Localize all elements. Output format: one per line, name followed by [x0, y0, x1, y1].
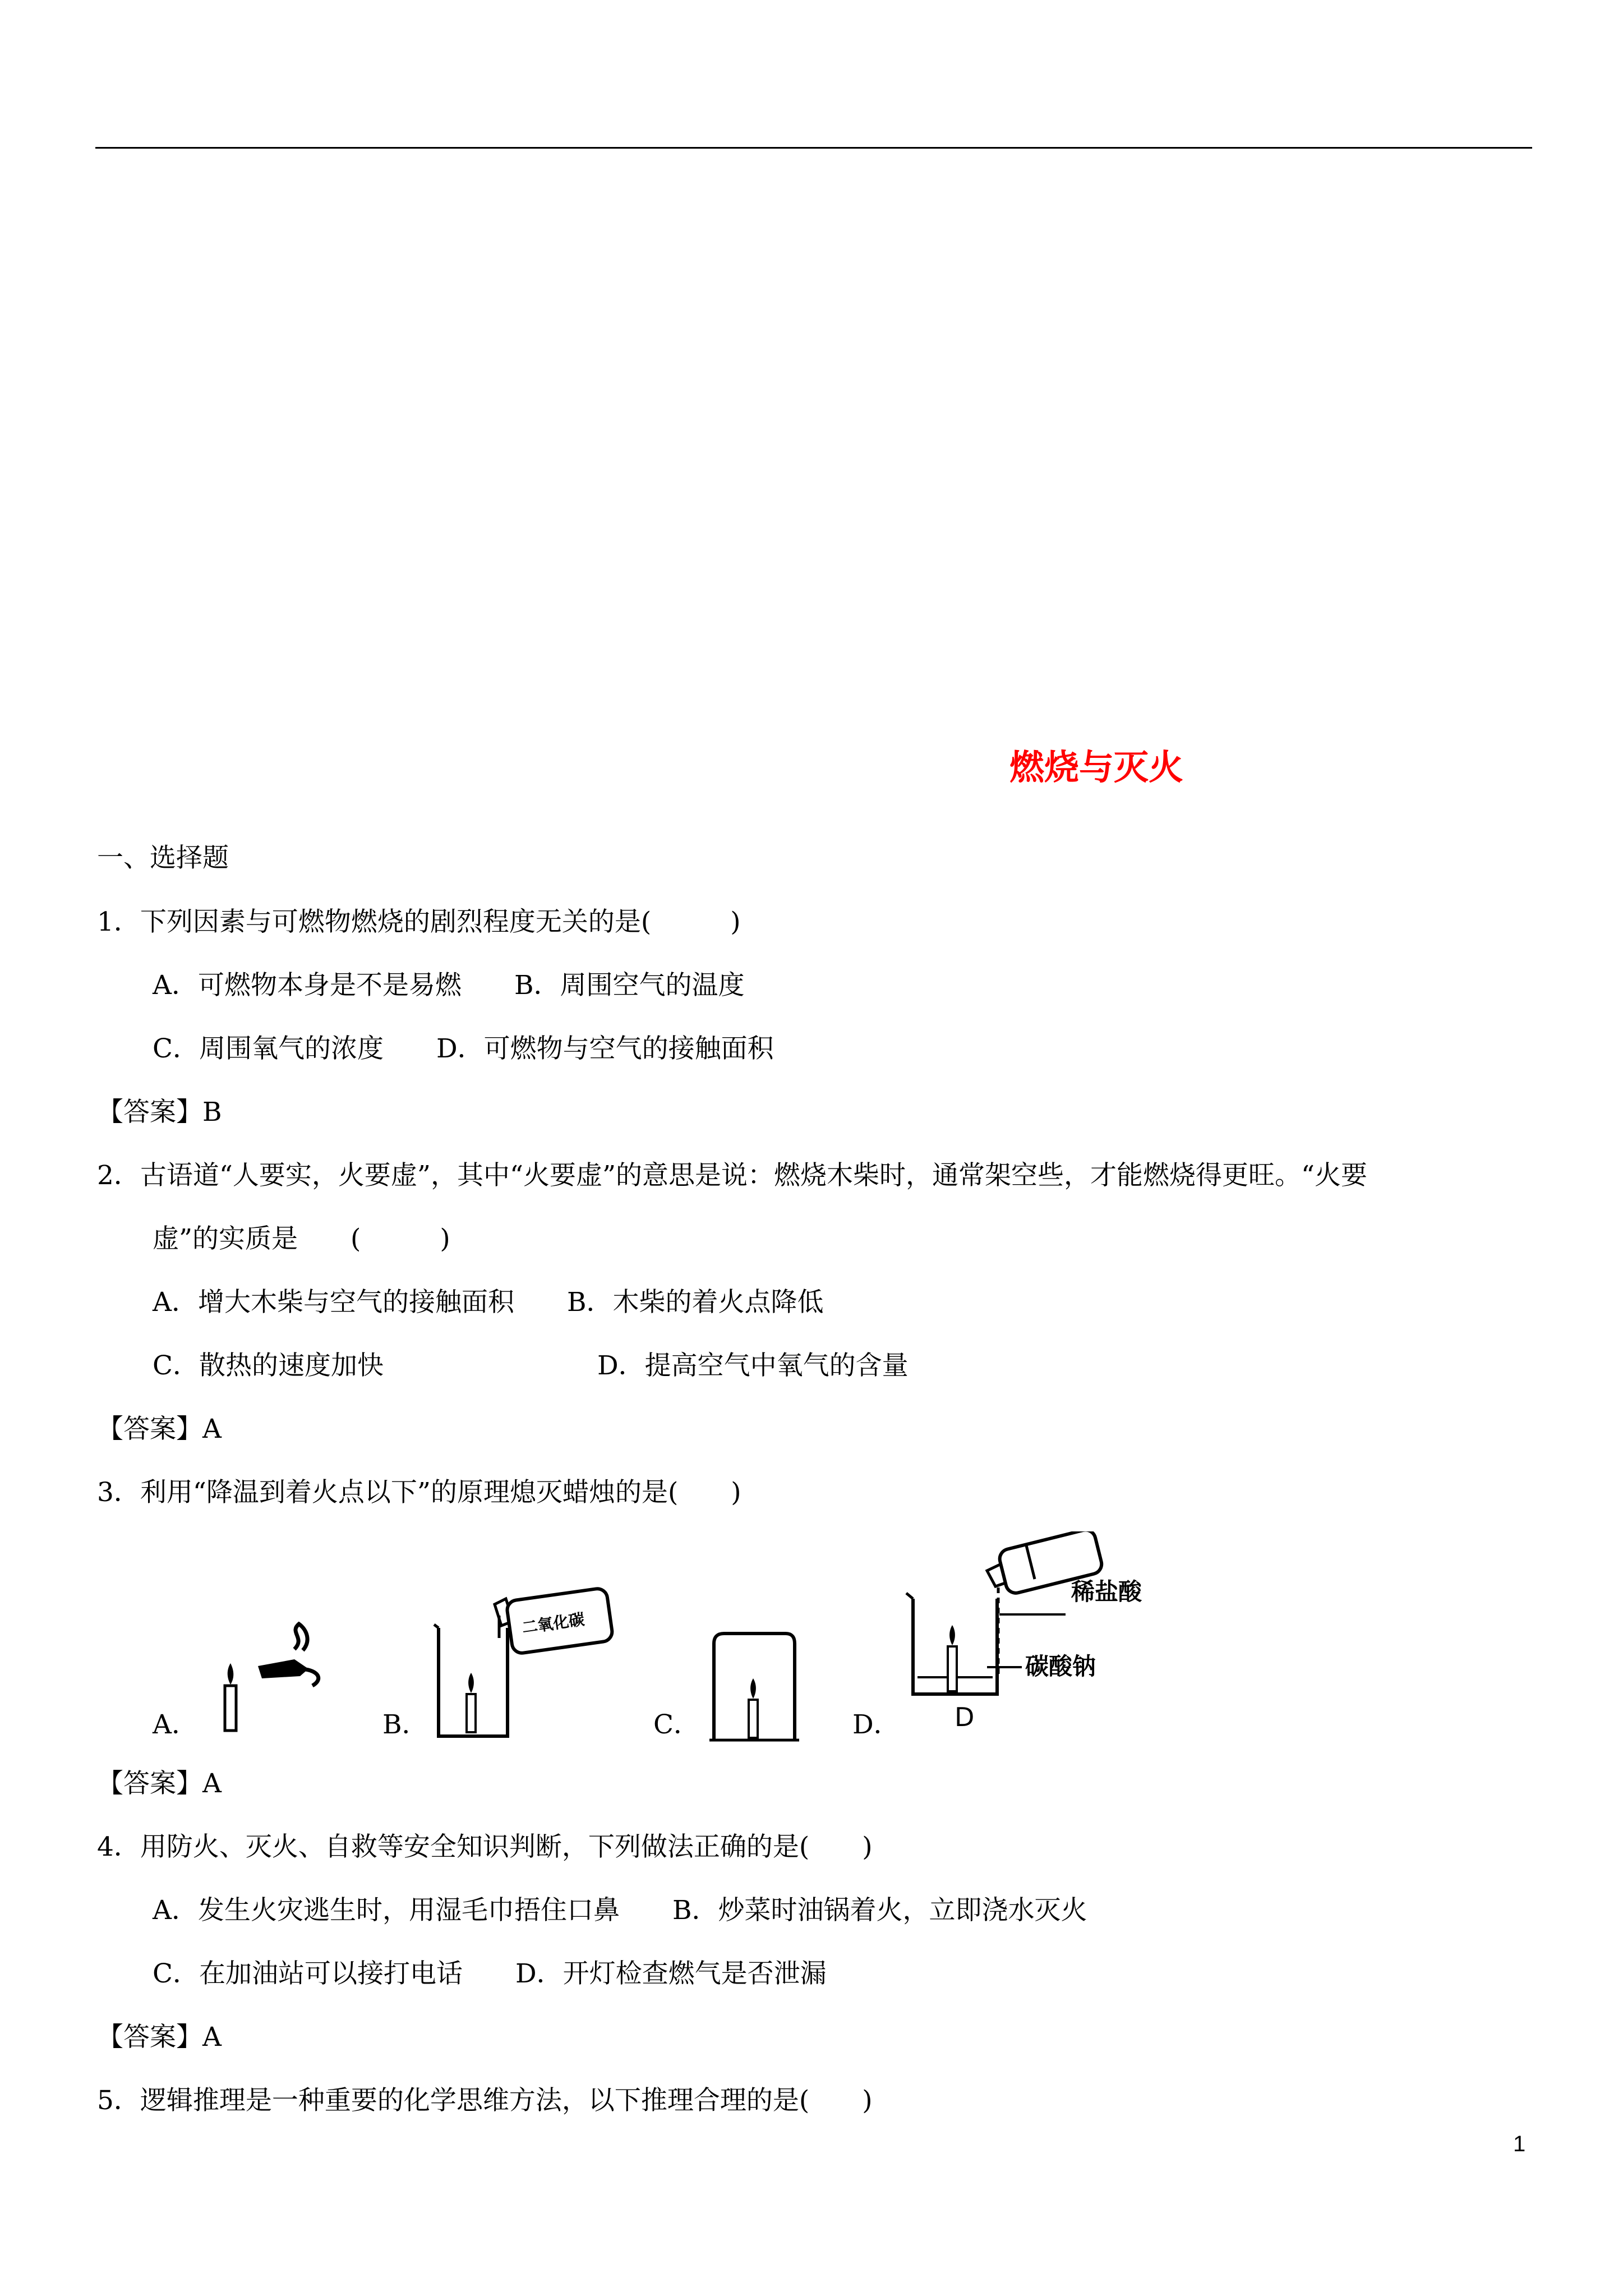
question-3-option-d-label: D． [852, 1709, 900, 1740]
question-2-options-ab: A．增大木柴与空气的接触面积 B．木柴的着火点降低 [153, 1287, 824, 1318]
figure-d-letter: D [955, 1702, 975, 1732]
header-rule [95, 147, 1532, 149]
figure-b-co2-label: 二氧化碳 [520, 1610, 586, 1637]
figure-d-acid-label: 稀盐酸 [1071, 1578, 1142, 1605]
document-title: 燃烧与灭火 [1009, 747, 1184, 788]
question-3-stem: 3．利用“降温到着火点以下”的原理熄灭蜡烛的是( ) [97, 1477, 741, 1508]
question-3-answer: 【答案】A [97, 1768, 222, 1799]
question-4-options-ab: A．发生火灾逃生时，用湿毛巾捂住口鼻 B．炒菜时油锅着火，立即浇水灭火 [153, 1895, 1087, 1926]
question-1-options-ab: A．可燃物本身是不是易燃 B．周围空气的温度 [153, 970, 745, 1001]
figure-b-co2-beaker [432, 1582, 617, 1745]
question-3-option-c-label: C． [653, 1709, 700, 1740]
figure-d-salt-label: 碳酸钠 [1025, 1653, 1096, 1680]
page-number: 1 [1513, 2132, 1526, 2156]
figure-d-acid-carbonate [903, 1531, 1166, 1739]
question-4-options-cd: C．在加油站可以接打电话 D．开灯检查燃气是否泄漏 [153, 1958, 827, 1989]
figure-a-candle-fan [210, 1616, 334, 1739]
question-4-stem: 4．用防火、灭火、自救等安全知识判断，下列做法正确的是( ) [97, 1832, 873, 1862]
question-3-option-a-label: A． [153, 1709, 198, 1740]
question-2-stem-line1: 2．古语道“人要实，火要虚”，其中“火要虚”的意思是说：燃烧木柴时，通常架空些，才能燃烧得更旺。“火要 [97, 1160, 1368, 1191]
question-1-answer: 【答案】B [97, 1097, 222, 1128]
question-2-option-c: C．散热的速度加快 [153, 1350, 384, 1381]
question-2-option-d: D．提高空气中氧气的含量 [597, 1350, 909, 1381]
figure-c-covered-candle [709, 1627, 799, 1745]
question-5-stem: 5．逻辑推理是一种重要的化学思维方法，以下推理合理的是( ) [97, 2085, 873, 2116]
section-heading: 一、选择题 [97, 843, 229, 873]
question-2-stem-line2: 虚”的实质是 ( ) [153, 1223, 450, 1254]
question-2-answer: 【答案】A [97, 1414, 222, 1444]
question-1-options-cd: C．周围氧气的浓度 D．可燃物与空气的接触面积 [153, 1033, 774, 1064]
question-3-option-b-label: B． [382, 1709, 428, 1740]
question-1-stem: 1．下列因素与可燃物燃烧的剧烈程度无关的是( ) [97, 907, 741, 937]
question-4-answer: 【答案】A [97, 2022, 222, 2053]
